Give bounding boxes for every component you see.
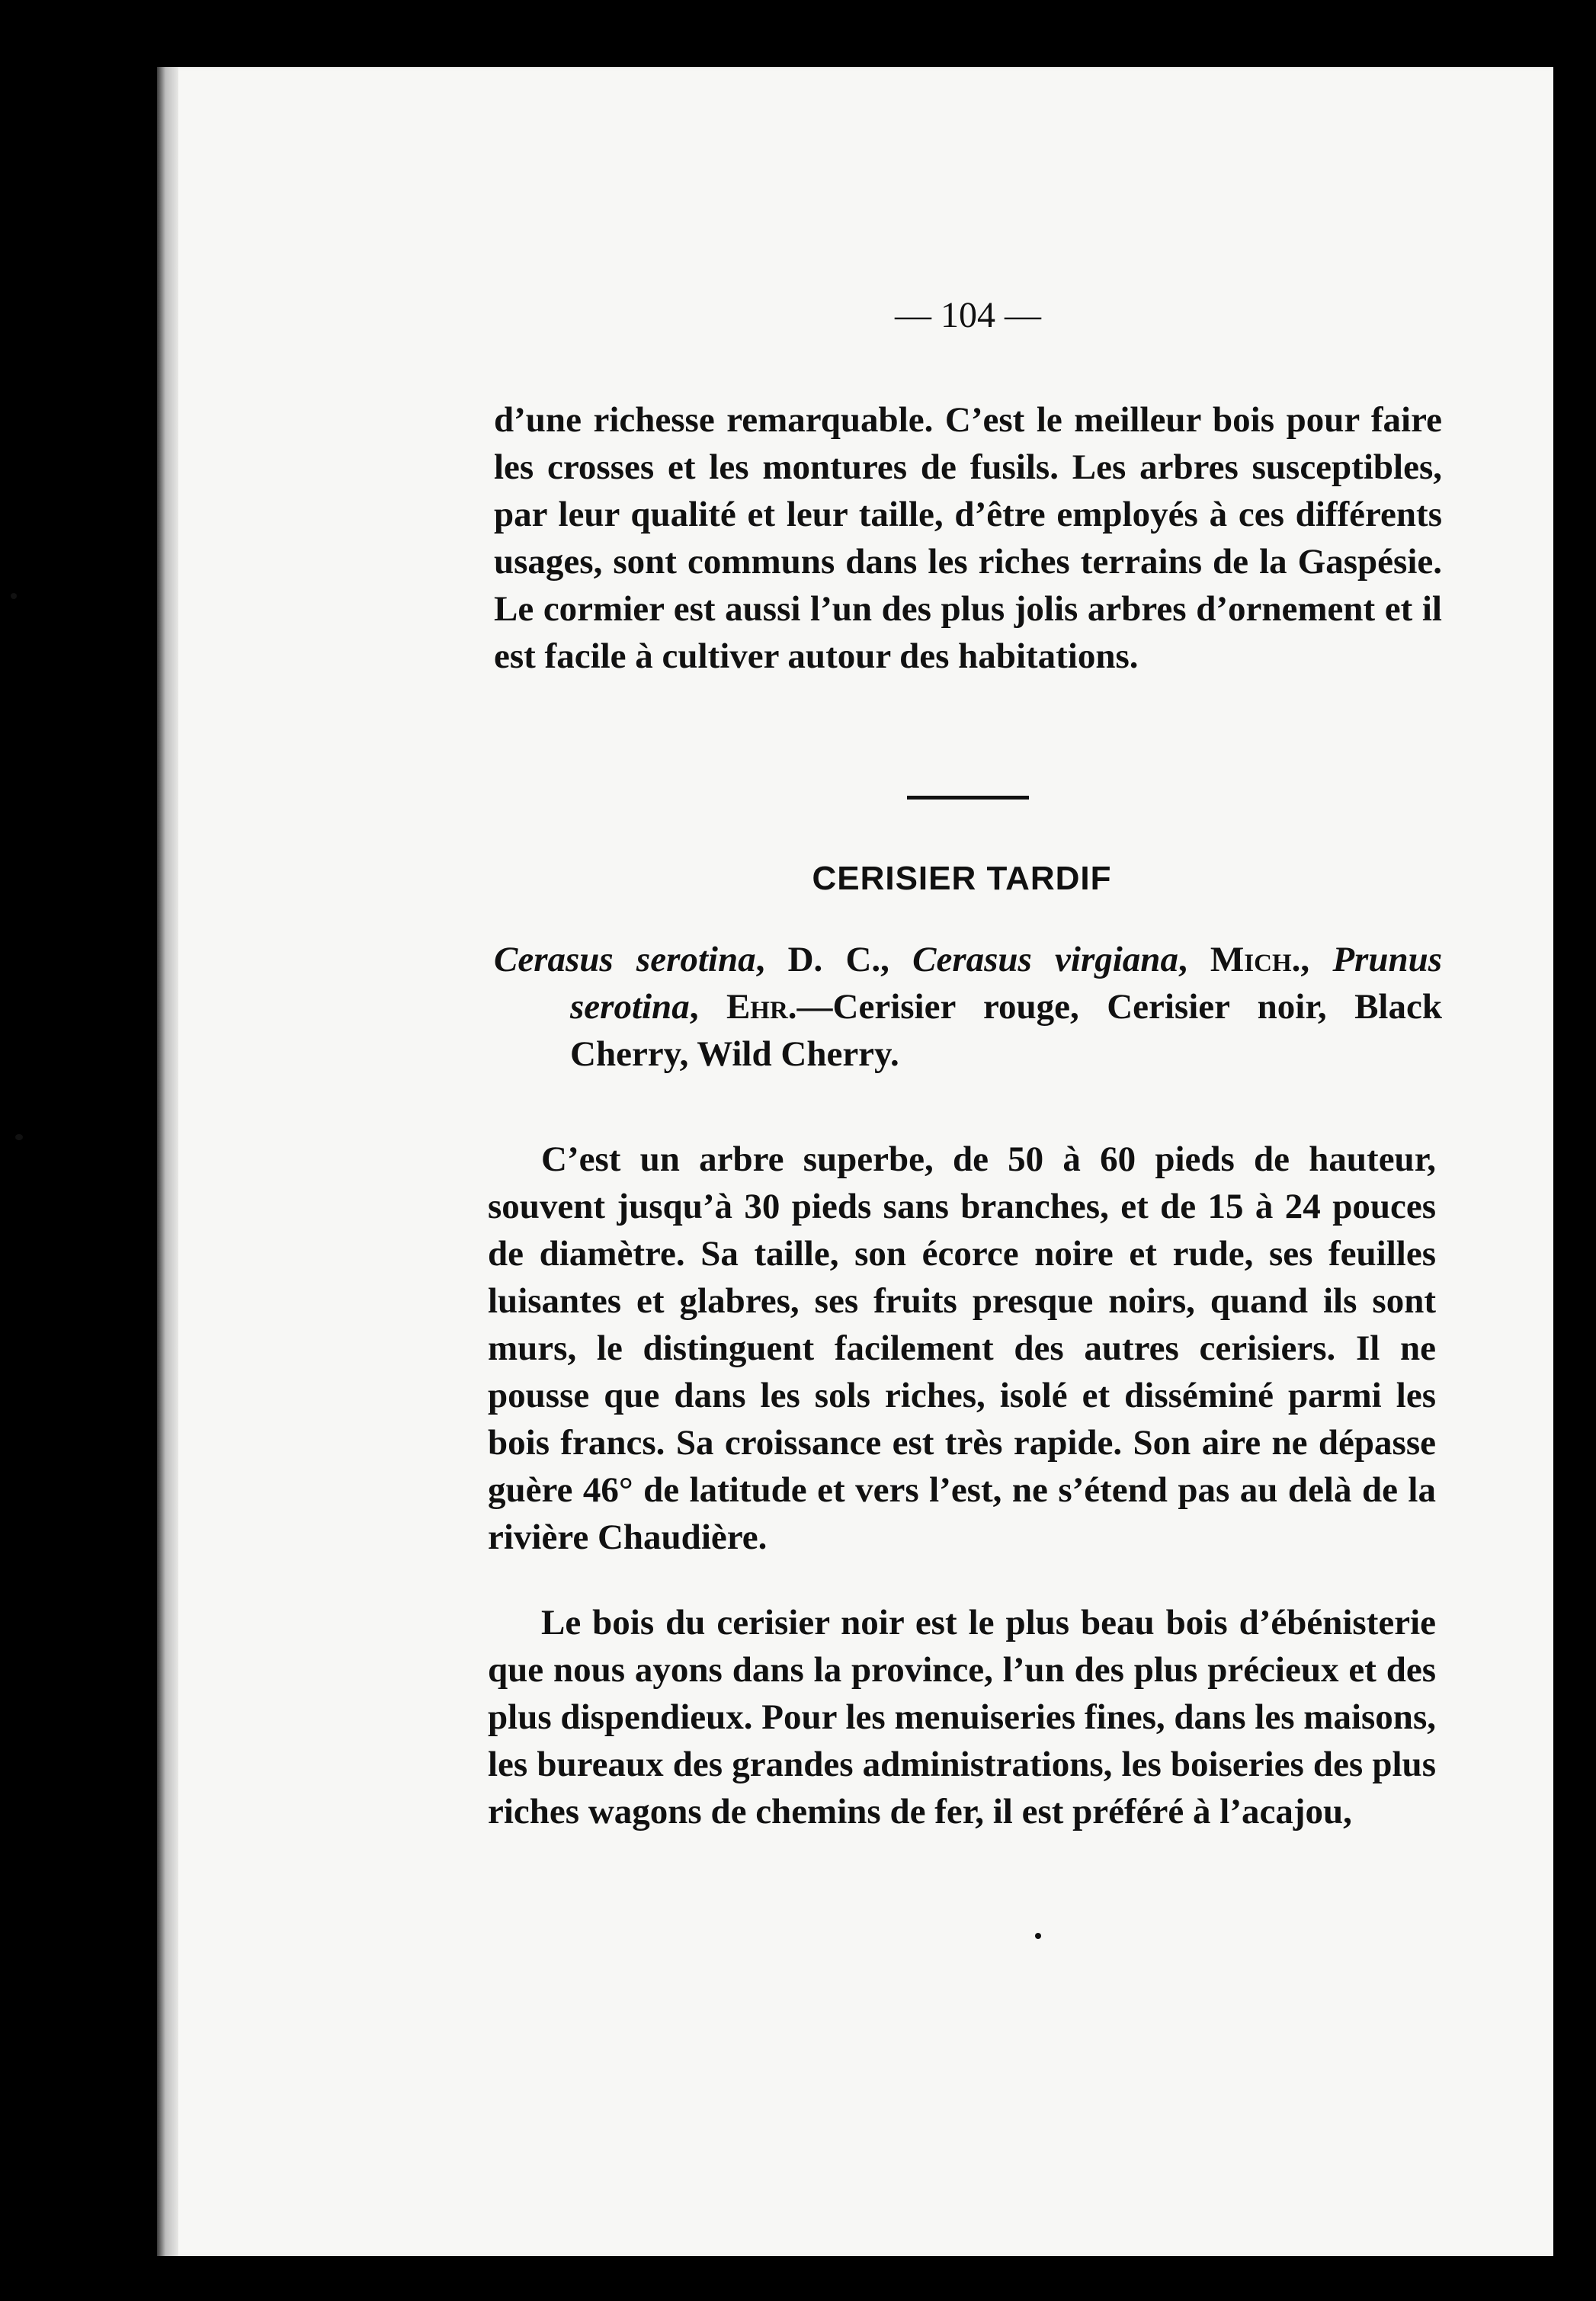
ink-speck	[11, 593, 17, 599]
authority: Ehr.	[726, 987, 797, 1027]
scientific-name: Cerasus virgiana	[912, 940, 1178, 979]
authority: Mich.	[1210, 940, 1301, 979]
authority: D. C.	[787, 940, 881, 979]
intro-paragraph: d’une richesse remarquable. C’est le meilleur bois pour faire les crosses et les montures de fusils. Les arbres susceptibles, par leur qualité et leur taille, d’être employés à ces différents usages, sont communs dans les riches terrains de la Gaspésie. Le cormier est aussi l’un des plus jolis arbres d’ornement et il est facile à cultiver autour des habitations.	[494, 400, 1442, 676]
scientific-name: Cerasus serotina	[494, 940, 756, 979]
species-synonyms: Cerasus serotina, D. C., Cerasus virgiana, Mich., Prunus serotina, Ehr.—Cerisier rouge, Cerisier noir, Black Cherry, Wild Cherry.	[494, 940, 1443, 1074]
section-heading: CERISIER TARDIF	[812, 860, 1112, 897]
binding-edge	[157, 67, 178, 2256]
section-divider	[907, 796, 1029, 800]
description-paragraph: C’est un arbre superbe, de 50 à 60 pieds de hauteur, souvent jusqu’à 30 pieds sans branches, et de 15 à 24 pouces de diamètre. Sa taille, son écorce noire et rude, ses feuilles luisantes et glabres, ses fruits presque noirs, quand ils sont murs, le distinguent facilement des autres cerisiers. Il ne pousse que dans les sols riches, isolé et disséminé parmi les bois francs. Sa croissance est très rapide. Son aire ne dépasse guère 46° de latitude et vers l’est, ne s’étend pas au delà de la rivière Chaudière.	[488, 1139, 1436, 1557]
ink-speck	[15, 1134, 23, 1140]
common-names: —Cerisier rouge, Cerisier noir, Black Cherry, Wild Cherry.	[570, 987, 1442, 1074]
ink-speck	[1035, 1933, 1041, 1939]
wood-usage-paragraph: Le bois du cerisier noir est le plus beau bois d’ébénisterie que nous ayons dans la province, l’un des plus précieux et des plus dispendieux. Pour les menuiseries fines, dans les maisons, les bureaux des grandes administrations, les boiseries des plus riches wagons de chemins de fer, il est préféré à l’acajou,	[488, 1603, 1436, 1832]
scientific-name: Prunus serotina	[570, 940, 1443, 1027]
page-number: — 104 —	[895, 295, 1041, 335]
